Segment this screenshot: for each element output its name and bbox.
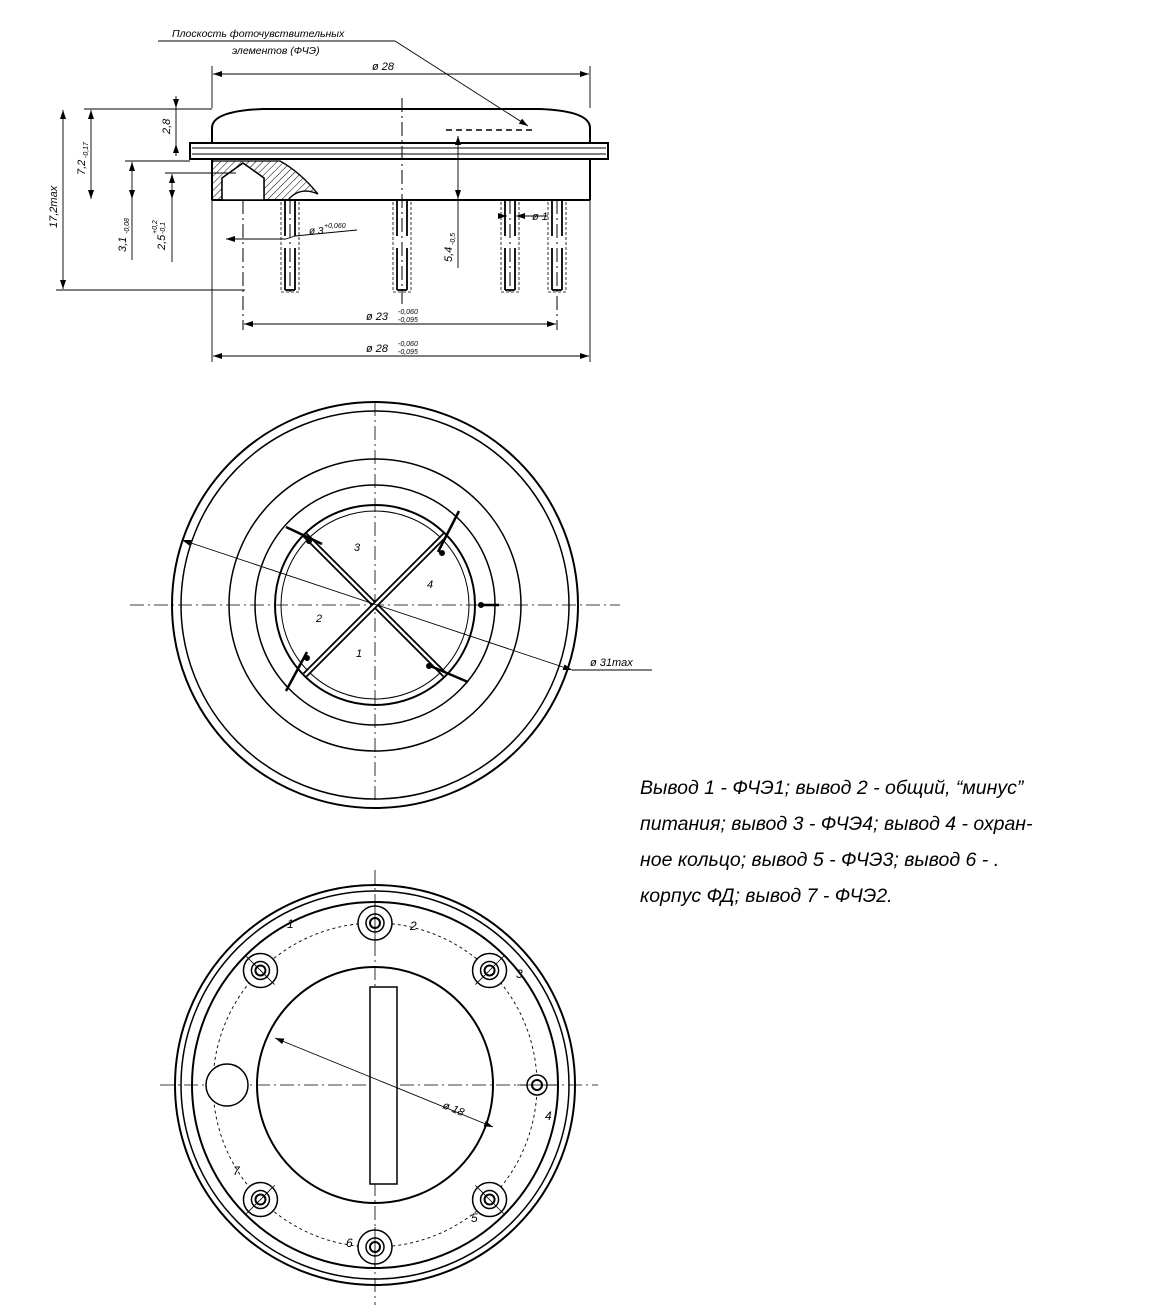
pinout-note-line: корпус ФД; вывод 7 - ФЧЭ2.: [640, 885, 893, 907]
quadrant-4-label: 4: [427, 579, 434, 591]
quadrant-3-label: 3: [354, 542, 361, 554]
pin-3-label: 3: [516, 967, 523, 981]
dim-5-4: 5,4: [443, 246, 455, 262]
dim-23: ø 23: [366, 311, 389, 323]
pinout-note-line: питания; вывод 3 - ФЧЭ4; вывод 4 - охран-: [640, 813, 1033, 835]
dim-3-1-tol: -0,08: [124, 218, 131, 234]
dim-18: ø 18: [440, 1099, 466, 1120]
dim-7-2-tol: -0,17: [83, 142, 90, 158]
pin-7-label: 7: [233, 1164, 240, 1178]
pin-1: [243, 953, 277, 987]
pin-6-label: 6: [346, 1236, 353, 1250]
dim-2-8: 2,8: [161, 118, 173, 134]
dim-23-tol-up: -0,060: [398, 309, 418, 316]
dim-bore: ø 3: [309, 226, 324, 237]
pinout-note-line: ное кольцо; вывод 5 - ФЧЭ3; вывод 6 - .: [640, 849, 1000, 871]
side-pins: [281, 200, 566, 292]
plane-label-line2: элементов (ФЧЭ): [232, 45, 320, 57]
pin-2: [358, 901, 392, 943]
top-view: [130, 402, 652, 808]
pin-6: [358, 1227, 392, 1269]
dim-28-bottom-tol-low: -0,095: [398, 349, 418, 356]
plane-label-line1: Плоскость фоточувствительных: [172, 28, 345, 40]
dim-5-4-tol: -0,5: [450, 232, 457, 245]
dim-bore-tol: +0,060: [324, 223, 346, 230]
dim-28-top: ø 28: [372, 61, 395, 73]
pinout-note: [640, 770, 1170, 914]
dim-17-2: 17,2max: [48, 185, 60, 228]
dim-7-2: 7,2: [76, 159, 88, 175]
pin-4-label: 4: [545, 1109, 552, 1123]
pin-7: [243, 1183, 277, 1217]
pin-3: [473, 953, 507, 987]
pin-5-label: 5: [471, 1211, 478, 1225]
quadrant-2-label: 2: [316, 613, 323, 625]
dim-28-bottom: ø 28: [366, 343, 389, 355]
dim-2-5-tol-low: -0,1: [160, 221, 167, 234]
dim-3-1: 3,1: [117, 236, 129, 252]
dim-2-5: 2,5: [156, 234, 168, 250]
dim-28-bottom-tol-up: -0,060: [398, 341, 418, 348]
dim-31-max: ø 31max: [590, 657, 633, 669]
quadrant-1-label: 1: [356, 648, 363, 660]
dim-23-tol-low: -0,095: [398, 317, 418, 324]
pinout-note-line: Вывод 1 - ФЧЭ1; вывод 2 - общий, “минус”: [640, 777, 1024, 799]
pin-1-label: 1: [287, 917, 294, 931]
pin-2-label: 2: [410, 919, 417, 933]
dim-2-5-tol-up: +0,2: [152, 220, 159, 234]
pin-4: [517, 1075, 559, 1095]
dim-pin: ø 1: [532, 211, 548, 223]
